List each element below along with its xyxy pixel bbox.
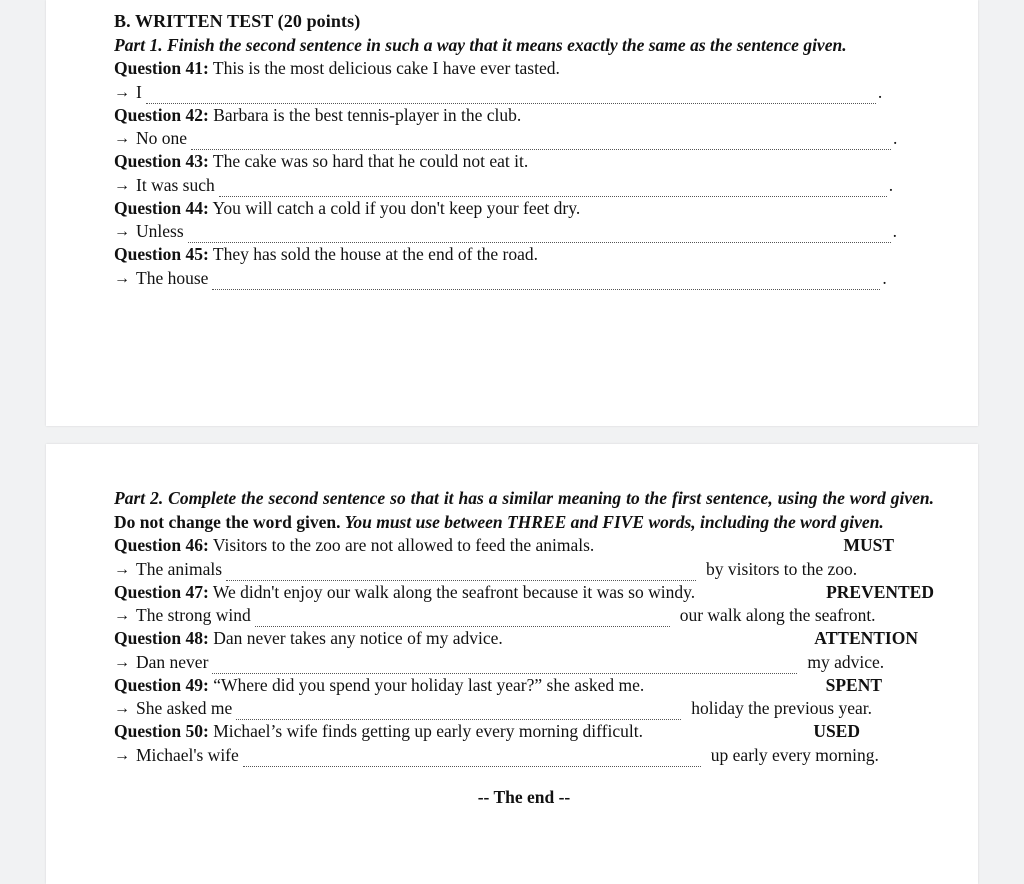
question-label: Question 45: xyxy=(114,244,209,264)
question-text: Barbara is the best tennis-player in the club. xyxy=(213,104,522,125)
arrow-icon: → xyxy=(114,653,130,671)
answer-start: Dan never xyxy=(136,651,209,672)
question-text: Michael’s wife finds getting up early every morning difficult. xyxy=(213,721,643,741)
period: . xyxy=(888,174,894,195)
question-label: Question 41: xyxy=(114,58,209,78)
question-label: Question 49: xyxy=(114,674,209,695)
answer-start: No one xyxy=(136,128,188,148)
answer-line-41 xyxy=(114,81,934,104)
question-label: Question 47: xyxy=(114,581,209,602)
instruction-a: Part 2. Complete the second sentence so that it has a similar meaning to the first sentence, using the word given. xyxy=(114,488,934,508)
period: . xyxy=(877,81,883,102)
page-2 xyxy=(46,444,978,884)
section-heading: B. WRITTEN TEST (20 points) xyxy=(114,11,361,31)
arrow-icon: → xyxy=(114,607,130,624)
question-text: The cake was so hard that he could not eat it. xyxy=(212,151,529,171)
keyword: MUST xyxy=(843,535,894,555)
answer-line-42 xyxy=(114,127,934,150)
answer-blank[interactable] xyxy=(188,225,891,243)
answer-blank[interactable] xyxy=(255,609,670,627)
answer-line-43 xyxy=(114,174,934,197)
keyword: SPENT xyxy=(825,674,882,695)
part-1-instruction: Part 1. Finish the second sentence in such a way that it means exactly the same as the sentence given. xyxy=(114,35,847,55)
question-label: Question 44: xyxy=(114,197,209,218)
answer-start: Michael's wife xyxy=(136,744,239,765)
keyword: ATTENTION xyxy=(814,628,918,648)
question-text: This is the most delicious cake I have ever tasted. xyxy=(212,58,560,78)
answer-line-49 xyxy=(114,697,934,720)
part-2-instruction xyxy=(114,486,934,534)
answer-line-47 xyxy=(114,604,934,627)
arrow-icon: → xyxy=(114,700,130,717)
answer-start: It was such xyxy=(136,174,215,195)
answer-blank[interactable] xyxy=(243,749,701,767)
question-label: Question 50: xyxy=(114,721,209,741)
arrow-icon: → xyxy=(114,269,130,287)
answer-start: She asked me xyxy=(136,698,233,718)
page-1 xyxy=(46,0,978,426)
answer-start: The strong wind xyxy=(136,605,251,625)
question-label: Question 42: xyxy=(114,104,209,125)
question-43 xyxy=(114,150,934,174)
answer-line-48 xyxy=(114,651,934,674)
question-41 xyxy=(114,57,934,81)
answer-blank[interactable] xyxy=(191,132,891,150)
arrow-icon: → xyxy=(114,560,130,578)
answer-line-50 xyxy=(114,744,934,767)
answer-line-45 xyxy=(114,267,934,290)
period: . xyxy=(892,221,898,241)
arrow-icon: → xyxy=(114,83,130,101)
question-47 xyxy=(114,581,934,605)
answer-blank[interactable] xyxy=(219,179,887,197)
answer-start: I xyxy=(136,81,142,102)
arrow-icon: → xyxy=(114,130,130,147)
period: . xyxy=(882,267,887,288)
answer-end: my advice. xyxy=(807,651,885,672)
question-46 xyxy=(114,534,934,558)
instruction-b: Do not change the word given. xyxy=(114,512,341,532)
part-1-content xyxy=(114,9,934,290)
question-48 xyxy=(114,627,934,651)
question-text: They has sold the house at the end of the road. xyxy=(212,244,538,264)
question-49 xyxy=(114,674,934,698)
question-text: “Where did you spend your holiday last year?” she asked me. xyxy=(213,674,645,695)
question-44 xyxy=(114,197,934,221)
part-2-content xyxy=(114,486,934,808)
answer-blank[interactable] xyxy=(236,702,681,720)
answer-start: Unless xyxy=(136,221,184,241)
answer-end: our walk along the seafront. xyxy=(679,605,876,625)
question-42 xyxy=(114,104,934,128)
question-text: Visitors to the zoo are not allowed to feed the animals. xyxy=(212,535,595,555)
question-label: Question 43: xyxy=(114,151,209,171)
answer-blank[interactable] xyxy=(212,656,797,674)
answer-blank[interactable] xyxy=(146,86,876,104)
answer-line-44 xyxy=(114,220,934,243)
end-marker: -- The end -- xyxy=(477,786,571,807)
question-50 xyxy=(114,720,934,744)
answer-blank[interactable] xyxy=(212,272,880,290)
answer-start: The house xyxy=(136,267,209,288)
period: . xyxy=(893,128,898,148)
arrow-icon: → xyxy=(114,176,130,194)
arrow-icon: → xyxy=(114,746,130,764)
keyword: PREVENTED xyxy=(826,581,934,602)
question-label: Question 48: xyxy=(114,628,209,648)
question-text: You will catch a cold if you don't keep your feet dry. xyxy=(212,197,581,218)
keyword: USED xyxy=(813,721,860,741)
answer-start: The animals xyxy=(136,558,223,579)
answer-end: holiday the previous year. xyxy=(691,698,873,718)
answer-blank[interactable] xyxy=(226,563,696,581)
answer-end: by visitors to the zoo. xyxy=(706,558,858,579)
question-label: Question 46: xyxy=(114,535,209,555)
answer-line-46 xyxy=(114,558,934,581)
question-text: Dan never takes any notice of my advice. xyxy=(213,628,503,648)
question-text: We didn't enjoy our walk along the seafront because it was so windy. xyxy=(212,581,696,602)
question-45 xyxy=(114,243,934,267)
answer-end: up early every morning. xyxy=(710,744,879,765)
arrow-icon: → xyxy=(114,223,130,240)
instruction-c: You must use between THREE and FIVE words, including the word given. xyxy=(344,512,884,532)
